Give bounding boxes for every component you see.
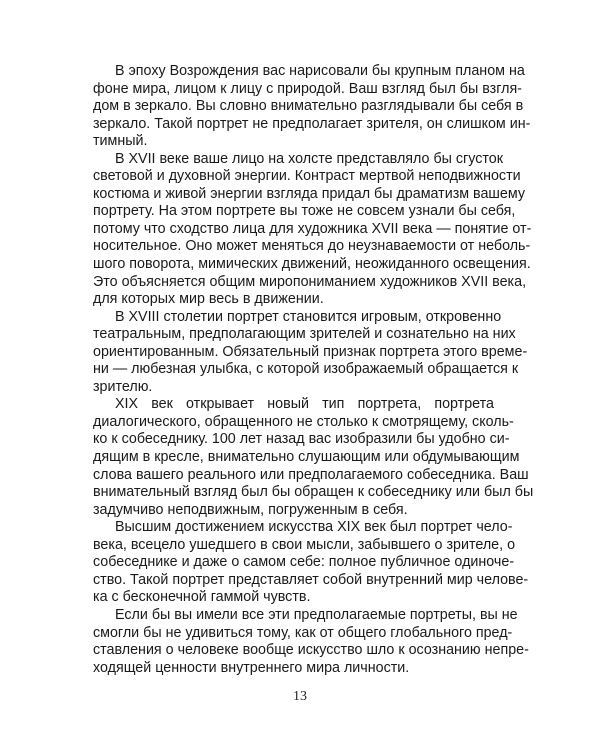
text-line: диалогического, обращенного не столько к смотрящему, сколь- [93, 413, 514, 430]
paragraph [93, 606, 529, 677]
text-line: для которых мир весь в движении. [93, 291, 324, 308]
text-line: Высшим достижением искусства XIX век был портрет чело- [115, 519, 513, 536]
text-line: собеседнике и даже о самом себе: полное публичное одиноче- [93, 554, 515, 571]
text-line: века, всецело ушедшего в свои мысли, забывшего о зрителе, о [93, 536, 516, 553]
text-line: потому что сходство лица для художника XVII века — понятие от- [93, 220, 532, 237]
text-line: театральным, предполагающим зрителей и сознательно на них [93, 326, 516, 343]
text-line: портрету. На этом портрете вы тоже не совсем узнали бы себя, [93, 203, 516, 220]
paragraph [93, 519, 529, 607]
text-line: ство. Такой портрет представляет собой внутренний мир челове- [93, 571, 529, 588]
text-line: внимательный взгляд был бы обращен к собеседнику или был бы [93, 484, 534, 501]
text-line: Это объясняется общим миропониманием художников XVII века, [93, 273, 527, 290]
text-line: слова вашего реального или предполагаемого собеседника. Ваш [93, 466, 529, 483]
text-line: носительное. Оно может меняться до неузнаваемости от неболь- [93, 238, 531, 255]
text-line: дом в зеркало. Вы словно внимательно разглядывали бы себя в [93, 98, 524, 115]
text-line: ориентированным. Обязательный признак портрета этого време- [93, 343, 528, 360]
text-line: смогли бы не удивиться тому, как от общего глобального пред- [93, 624, 513, 641]
paragraph [93, 150, 532, 309]
text-line: ко к собеседнику. 100 лет назад вас изобразили бы удобно си- [93, 431, 510, 448]
text-line: задумчиво неподвижным, погруженным в себя. [93, 501, 408, 518]
text-line: шого поворота, мимических движений, неожиданного освещения. [93, 256, 531, 273]
text-line: световой и духовной энергии. Контраст мертвой неподвижности [93, 168, 521, 185]
text-line: ни — любезная улыбка, с которой изображаемый обращается к [93, 361, 519, 378]
text-line: В XVII веке ваше лицо на холсте представляло бы сгусток [115, 150, 503, 167]
paragraph [93, 396, 534, 519]
text-line: костюма и живой энергии взгляда придал бы драматизм вашему [93, 185, 525, 202]
text-line: Если бы вы имели все эти предполагаемые портреты, вы не [115, 606, 518, 623]
page-number: 13 [293, 689, 307, 704]
text-line: ка с бесконечной гаммой чувств. [93, 589, 311, 606]
text-line: фоне мира, лицом к лицу с природой. Ваш взгляд был бы взгля- [93, 80, 522, 97]
text-line: В XVIII столетии портрет становится игровым, откровенно [115, 308, 502, 325]
text-line: В эпоху Возрождения вас нарисовали бы крупным планом на [115, 63, 525, 79]
text-line: зрителю. [93, 378, 153, 395]
text-line: ходящей ценности внутреннего мира личности. [93, 659, 410, 676]
body-text [93, 63, 534, 677]
paragraph [93, 63, 531, 151]
text-line: зеркало. Такой портрет не предполагает зрителя, он слишком ин- [93, 115, 531, 132]
text-line: ставления о человеке вообще искусство шло к осознанию непре- [93, 642, 529, 659]
text-line: XIX век открывает новый тип портрета, портрета [115, 396, 494, 413]
paragraph [93, 308, 528, 397]
text-line: дящим в кресле, внимательно слушающим или обдумывающим [93, 449, 520, 466]
text-line: тимный. [93, 133, 148, 150]
